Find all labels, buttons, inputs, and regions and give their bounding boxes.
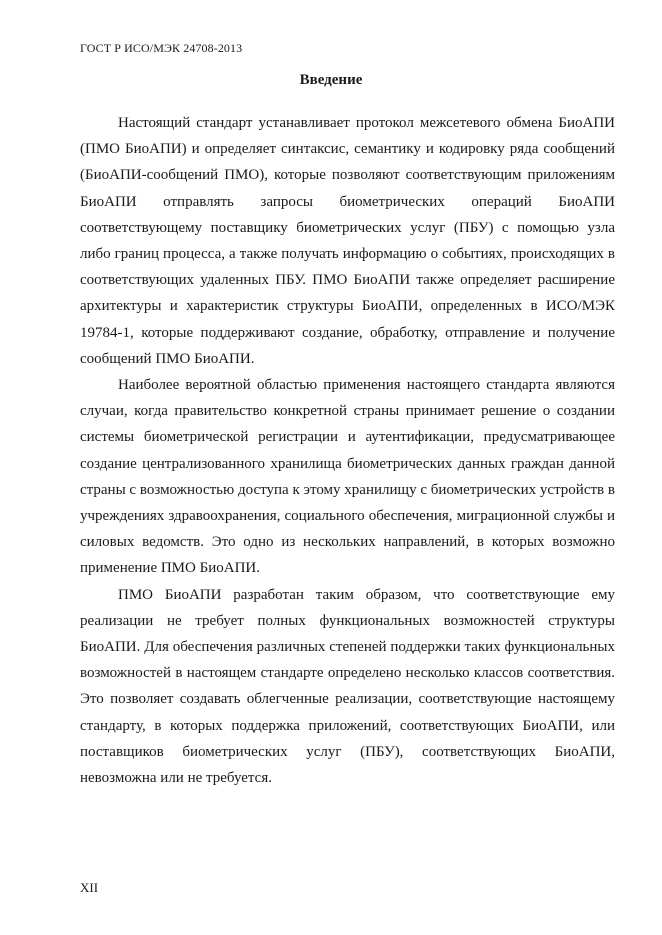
page-number: XII: [80, 880, 99, 895]
paragraph-3: ПМО БиоАПИ разработан таким образом, что соответствующие ему реализации не требует полных функциональных возможностей структуры БиоАПИ. Для обеспечения различных степеней поддержки таких функциональных возможностей в настоящем стандарте определено несколько классов соответствия. Это позволяет создавать облегченные реализации, соответствующие настоящему стандарту, в которых поддержка приложений, соответствующих БиоАПИ, или поставщиков биометрических услуг (ПБУ), соответствующих БиоАПИ, невозможна или не требуется.: [80, 586, 615, 787]
section-title: Введение: [299, 72, 363, 88]
standard-header: ГОСТ Р ИСО/МЭК 24708-2013: [80, 41, 243, 55]
section-body: [80, 110, 615, 791]
paragraph-1: Настоящий стандарт устанавливает протокол межсетевого обмена БиоАПИ (ПМО БиоАПИ) и определяет синтаксис, семантику и кодировку ряда сообщений (БиоАПИ-сообщений ПМО), которые позволяют соответствующим приложениям БиоАПИ отправлять запросы биометрических операций БиоАПИ соответствующему поставщику биометрических услуг (ПБУ) с помощью узла либо границ процесса, а также получать информацию о событиях, происходящих в соответствующих удаленных ПБУ. ПМО БиоАПИ также определяет расширение архитектуры и характеристик структуры БиоАПИ, определенных в ИСО/МЭК 19784-1, которые поддерживают создание, обработку, отправление и получение сообщений ПМО БиоАПИ.: [80, 115, 615, 367]
paragraph-2: Наиболее вероятной областью применения настоящего стандарта являются случаи, когда правительство конкретной страны принимает решение о создании системы биометрической регистрации и аутентификации, предусматривающее создание централизованного хранилища биометрических данных граждан данной страны с возможностью доступа к этому хранилищу с биометрических устройств в учреждениях здравоохранения, социального обеспечения, миграционной службы и силовых ведомств. Это одно из нескольких направлений, в которых возможно применение ПМО БиоАПИ.: [80, 377, 615, 577]
